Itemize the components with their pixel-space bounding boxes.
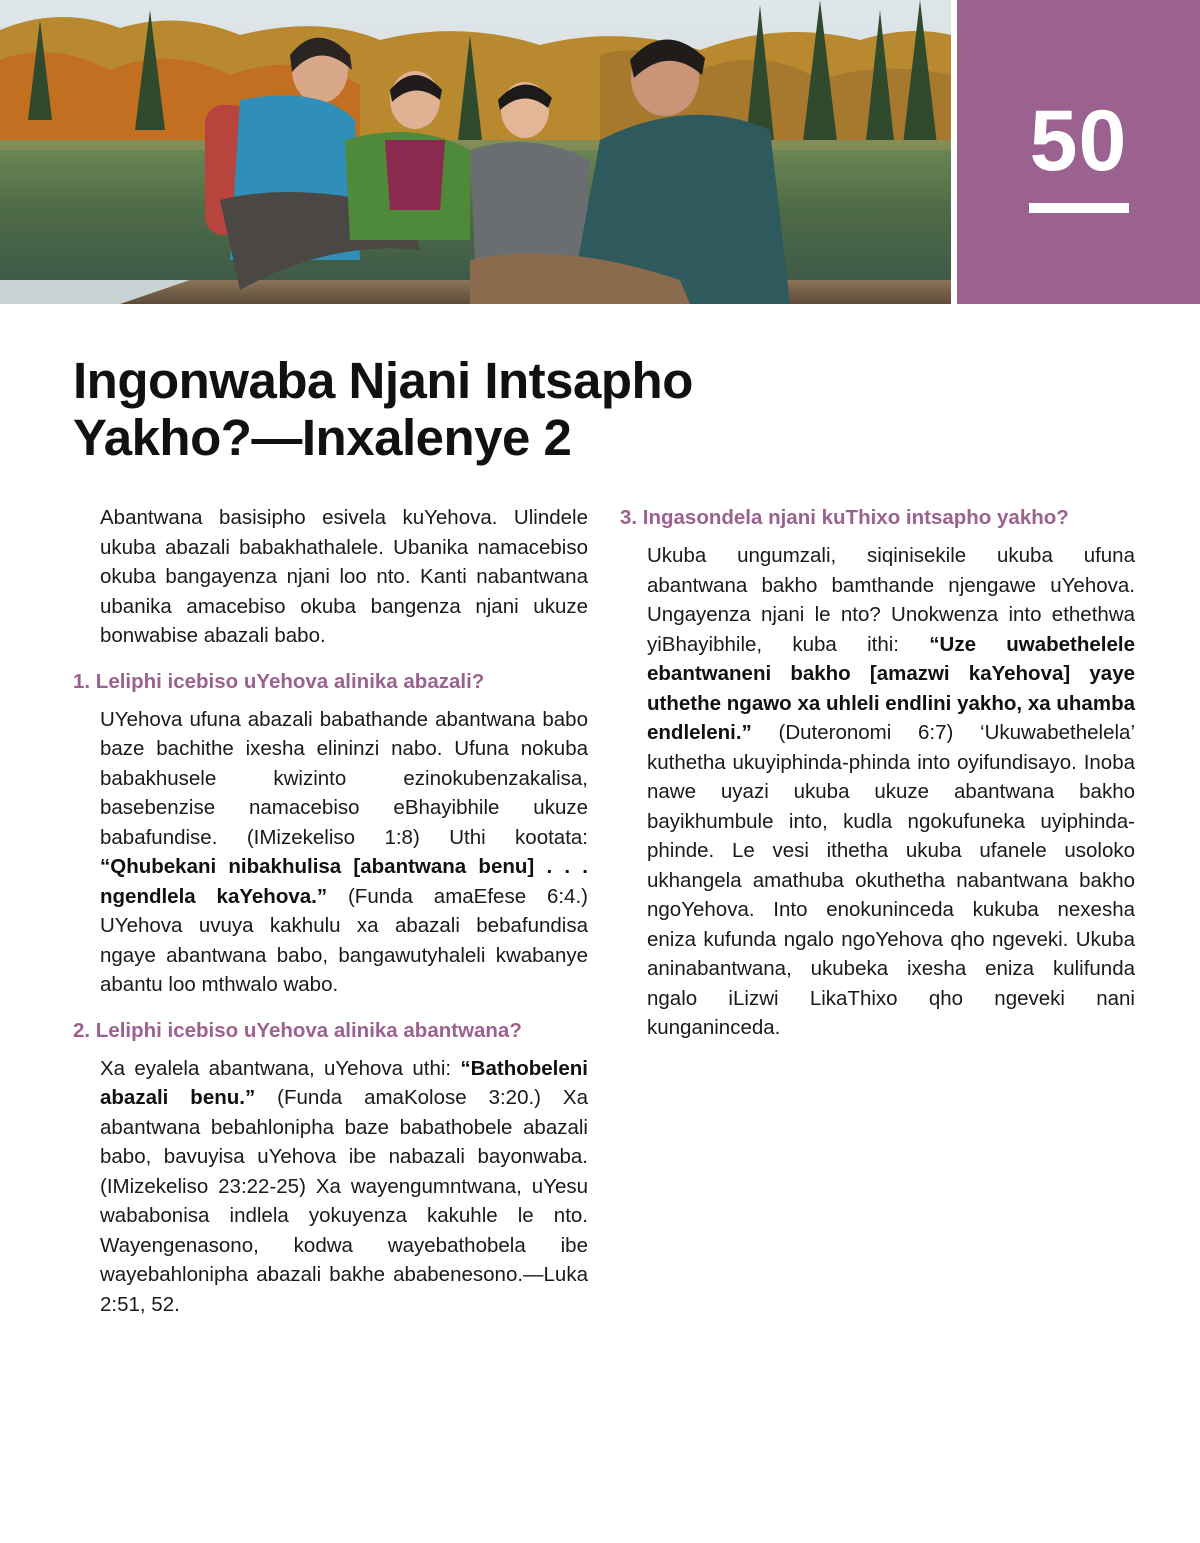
intro-paragraph: Abantwana basisipho esivela kuYehova. Ulindele ukuba abazali babakhathalele. Ubanika namacebiso okuba bangayenza njani loo nto. Kanti nabantwana ubanika amacebiso okuba bangenza njani ukuze bonwabise abazali babo. xyxy=(100,506,588,647)
lesson-number: 50 xyxy=(1029,93,1128,189)
section-1-heading: 1. Leliphi icebiso uYehova alinika abazali? xyxy=(73,669,485,693)
right-column xyxy=(620,503,1135,1059)
section-2-heading: 2. Leliphi icebiso uYehova alinika abantwana? xyxy=(73,1018,522,1042)
section-1-paragraph: UYehova ufuna abazali babathande abantwana babo baze bachithe ixesha elininzi nabo. Ufuna nokuba babakhusele kwizinto ezinokubenzakalisa, basebenzise namacebiso eBhayibhile ukuze babafundise. (IMizekeliso 1:8) Uthi kootata: “Qhubekani nibakhulisa [abantwana benu] . . . ngendlela kaYehova.” (Funda amaEfese 6:4.) UYehova uvuya kakhulu xa abazali bebafundisa ngaye abantwana babo, bangawutyhaleli kwabanye abantu loo mthwalo wabo. xyxy=(100,707,588,996)
section-3-heading: 3. Ingasondela njani kuThixo intsapho yakho? xyxy=(620,506,1069,529)
page-title: Ingonwaba Njani Intsapho Yakho?—Inxalenye 2 xyxy=(73,352,693,466)
scripture-quote: “Qhubekani nibakhulisa [abantwana benu] . . . ngendlela kaYehova.” xyxy=(100,855,588,908)
lesson-number-badge xyxy=(957,0,1200,304)
left-column xyxy=(73,503,588,1335)
hero-photo xyxy=(0,0,951,304)
badge-underline xyxy=(1029,203,1129,213)
section-3-paragraph: Ukuba ungumzali, siqinisekile ukuba ufuna abantwana bakho bamthande njengawe uYehova. Ungayenza njani le nto? Unokwenza into ethethwa yiBhayibhile, kuba ithi: “Uze uwabethelele ebantwaneni bakho [amazwi kaYehova] yaye uthethe ngawo xa uhleli endlini yakho, xa uhamba endleleni.” (Duteronomi 6:7) ‘Ukuwabethelela’ kuthetha ukuyiphinda-phinda into oyifundisayo. Inoba nawe uyazi ukuba ukuze abantwana bakho bayikhumbule into, kudla ngokufuneka uyiphinda-phinde. Le vesi ithetha ukuba ufanele usoloko ukhangela amathuba okuthetha nabantwana bakho ngoYehova. Into enokuninceda kukuba nexesha eniza kufunda ngalo ngoYehova qho ngeveki. Ukuba aninabantwana, ukubeka ixesha eniza kulifunda ngalo iLizwi LikaThixo qho ngeveki nani kunganinceda. xyxy=(647,544,1135,1039)
scripture-quote: “Uze uwabethelele ebantwaneni bakho [amazwi kaYehova] yaye uthethe ngawo xa uhleli endlini yakho, xa uhamba endleleni.” xyxy=(647,632,1135,744)
section-2-paragraph: Xa eyalela abantwana, uYehova uthi: “Bathobeleni abazali benu.” (Funda amaKolose 3:20.) Xa abantwana bebahlonipha baze babathobele abazali babo, bavuyisa uYehova ibe nabazali bayonwaba. (IMizekeliso 23:22-25) Xa wayengumntwana, uYesu wababonisa indlela yokuyenza kakuhle le nto. Wayengenasono, kodwa wayebathobela ibe wayebahlonipha abazali bakhe ababenesono.—Luka 2:51, 52. xyxy=(100,1056,589,1316)
scripture-quote: “Bathobeleni abazali benu.” xyxy=(100,1056,588,1109)
